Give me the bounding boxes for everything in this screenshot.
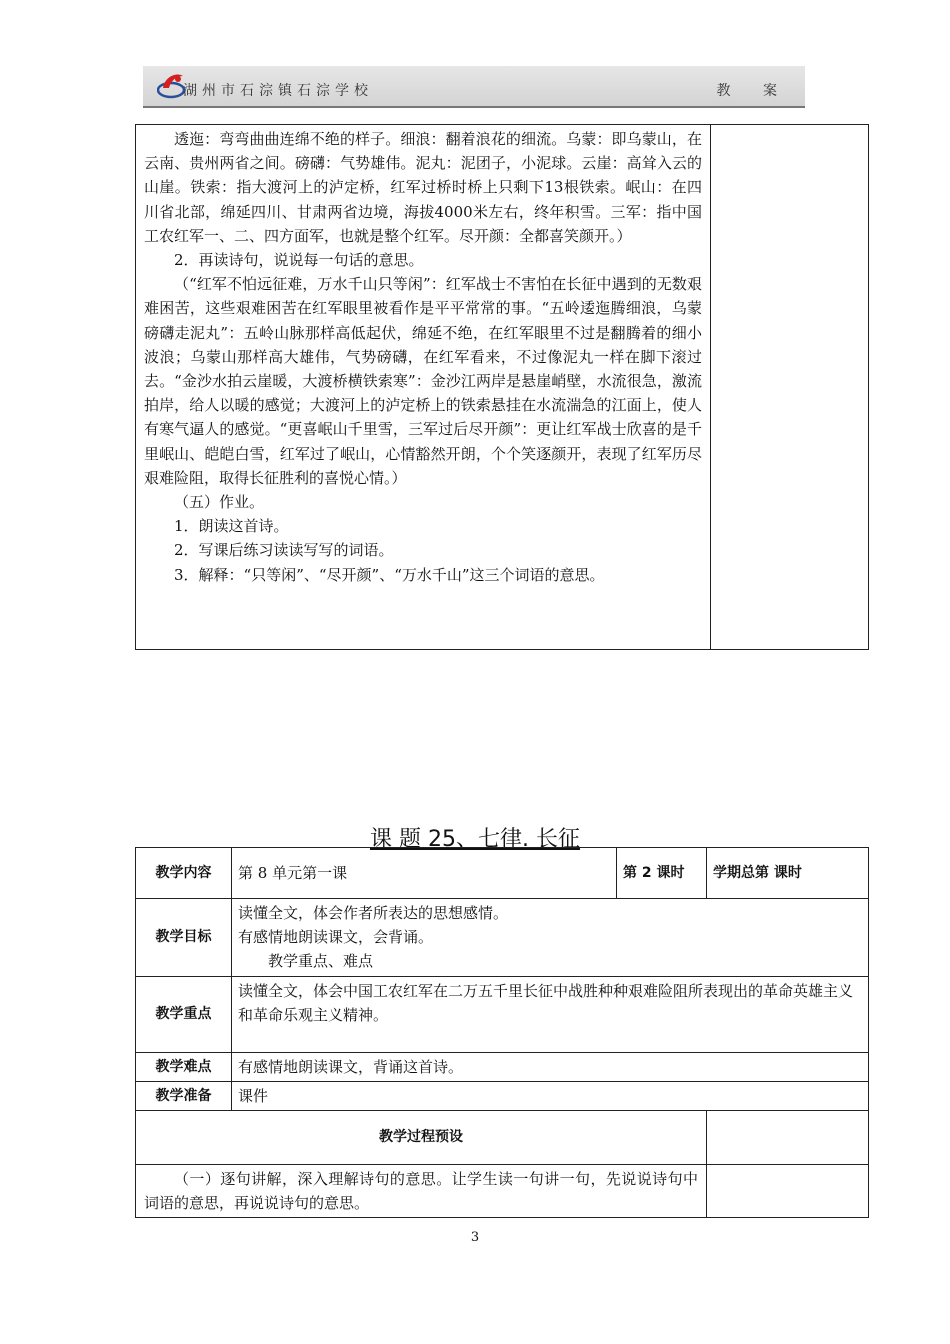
paragraph: 3．解释：“只等闲”、“尽开颜”、“万水千山”这三个词语的意思。 bbox=[174, 565, 605, 584]
lesson-plan-table bbox=[135, 847, 869, 1218]
paragraph: 2．写课后练习读读写写的词语。 bbox=[174, 541, 394, 560]
process-notes-cell bbox=[707, 1111, 869, 1165]
process-notes-cell bbox=[707, 1165, 869, 1218]
key-label: 教学重点 bbox=[136, 976, 232, 1052]
school-name: 湖州市石淙镇石淙学校 bbox=[183, 83, 373, 99]
content-label: 教学内容 bbox=[136, 848, 232, 899]
content-value: 第 8 单元第一课 bbox=[232, 848, 617, 899]
page-header bbox=[143, 66, 805, 108]
doc-type-label: 教 案 bbox=[716, 83, 791, 99]
lesson-title: 课 题 25、七律. 长征 bbox=[370, 827, 580, 852]
goal-line: 教学重点、难点 bbox=[268, 952, 374, 971]
difficulty-label: 教学难点 bbox=[136, 1052, 232, 1081]
lesson-body-cell bbox=[136, 125, 711, 650]
difficulty-value: 有感情地朗读课文，背诵这首诗。 bbox=[232, 1052, 869, 1081]
continued-lesson-table bbox=[135, 124, 869, 650]
period-label: 第 2 课时 bbox=[617, 848, 707, 899]
prep-value: 课件 bbox=[232, 1081, 869, 1110]
process-label: 教学过程预设 bbox=[136, 1111, 707, 1165]
goal-value bbox=[232, 899, 869, 977]
paragraph: 1．朗读这首诗。 bbox=[174, 517, 289, 536]
process-first-step bbox=[136, 1165, 707, 1218]
goal-line: 读懂全文，体会作者所表达的思想感情。 bbox=[238, 904, 509, 922]
notes-cell bbox=[711, 125, 869, 650]
paragraph: 2．再读诗句，说说每一句话的意思。 bbox=[174, 251, 424, 270]
term-label: 学期总第 课时 bbox=[707, 848, 869, 899]
key-value: 读懂全文，体会中国工农红军在二万五千里长征中战胜种种艰难险阻所表现出的革命英雄主义和革命乐观主义精神。 bbox=[232, 976, 869, 1052]
paragraph: （一）逐句讲解，深入理解诗句的意思。让学生读一句讲一句，先说说诗句中词语的意思，再说说诗句的意思。 bbox=[144, 1170, 698, 1213]
page-number: 3 bbox=[470, 1230, 480, 1245]
prep-label: 教学准备 bbox=[136, 1081, 232, 1110]
paragraph: （“红军不怕远征难，万水千山只等闲”：红军战士不害怕在长征中遇到的无数艰难困苦，这些艰难困苦在红军眼里被看作是平平常常的事。“五岭逶迤腾细浪，乌蒙磅礴走泥丸”：五岭山脉那样高低起伏，绵延不绝，在红军眼里不过是翻腾着的细小波浪；乌蒙山那样高大雄伟，气势磅礴，在红军看来，不过像泥丸一样在脚下滚过去。“金沙水拍云崖暖，大渡桥横铁索寒”：金沙江两岸是悬崖峭壁，水流很急，激流拍岸，给人以暖的感觉；大渡河上的泸定桥上的铁索悬挂在水流湍急的江面上，使人有寒气逼人的感觉。“更喜岷山千里雪，三军过后尽开颜”：更让红军战士欣喜的是千里岷山、皑皑白雪，红军过了岷山，心情豁然开朗，个个笑逐颜开，表现了红军历尽艰难险阻，取得长征胜利的喜悦心情。） bbox=[144, 275, 702, 487]
paragraph: （五）作业。 bbox=[174, 493, 265, 512]
paragraph: 透迤：弯弯曲曲连绵不绝的样子。细浪：翻着浪花的细流。乌蒙：即乌蒙山，在云南、贵州两省之间。磅礴：气势雄伟。泥丸：泥团子，小泥球。云崖：高耸入云的山崖。铁索：指大渡河上的泸定桥，红军过桥时桥上只剩下13根铁索。岷山：在四川省北部，绵延四川、甘肃两省边境，海拔4000米左右，终年积雪。三军：指中国工农红军一、二、四方面军，也就是整个红军。尽开颜：全都喜笑颜开。） bbox=[144, 130, 702, 245]
goal-label: 教学目标 bbox=[136, 899, 232, 977]
goal-line: 有感情地朗读课文，会背诵。 bbox=[238, 928, 434, 947]
